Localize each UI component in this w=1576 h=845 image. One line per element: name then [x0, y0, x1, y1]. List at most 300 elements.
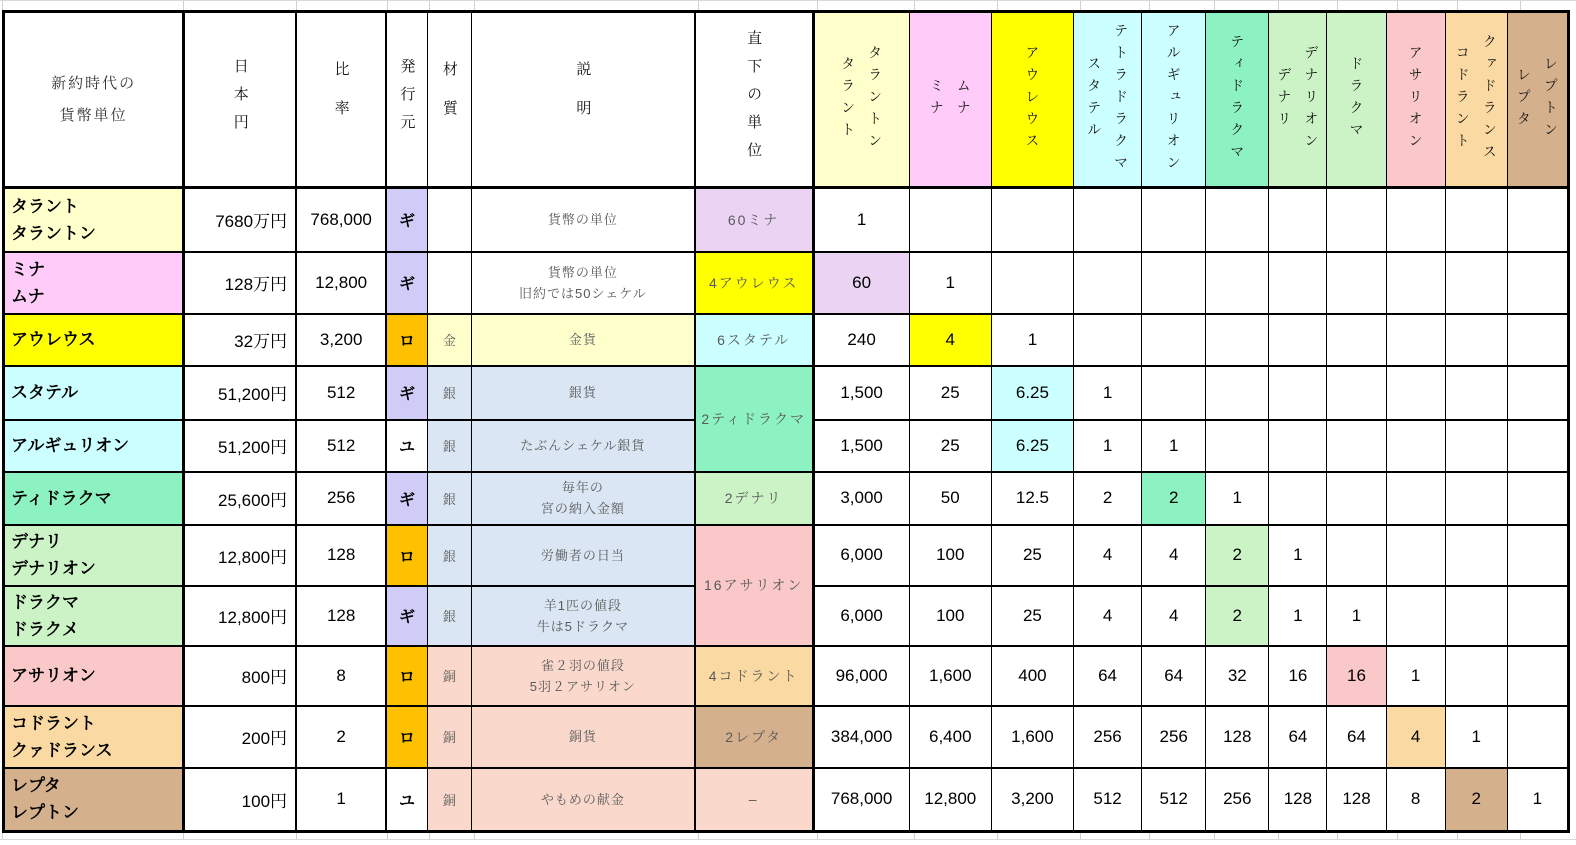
- header-issuer-label: 発行元: [398, 57, 416, 142]
- cell-value-quadrans[interactable]: 2: [1445, 768, 1507, 832]
- cell-yen[interactable]: 32万円: [184, 314, 296, 366]
- cell-value-mina[interactable]: 100: [909, 525, 991, 586]
- cell-value-denarius[interactable]: 16: [1269, 646, 1327, 706]
- cell-label[interactable]: [4, 252, 184, 314]
- cell-yen[interactable]: 800円: [184, 646, 296, 706]
- cell-issuer[interactable]: ギ: [386, 366, 427, 420]
- column-header-assarion[interactable]: [1386, 12, 1445, 188]
- cell-value-lepton[interactable]: 1: [1507, 768, 1568, 832]
- cell-value-assarion[interactable]: [1386, 472, 1445, 525]
- cell-value-denarius[interactable]: [1269, 314, 1327, 366]
- header-unit-column[interactable]: [4, 12, 184, 188]
- cell-value-lepton[interactable]: [1507, 188, 1568, 252]
- currency-name: ムナ: [11, 286, 45, 306]
- cell-value-drachma[interactable]: 16: [1327, 646, 1386, 706]
- cell-value-aureus[interactable]: 6.25: [991, 366, 1073, 420]
- cell-description[interactable]: [471, 252, 694, 314]
- cell-value-stater[interactable]: 1: [1074, 366, 1142, 420]
- cell-value-talent[interactable]: 768,000: [813, 768, 909, 832]
- cell-value-quadrans[interactable]: 1: [1445, 706, 1507, 768]
- gridline-tick: [474, 833, 475, 839]
- cell-value-aureus[interactable]: 12.5: [991, 472, 1073, 525]
- cell-label[interactable]: [4, 768, 184, 832]
- cell-value-stater[interactable]: [1074, 252, 1142, 314]
- cell-value-lepton[interactable]: [1507, 646, 1568, 706]
- cell-ratio[interactable]: 12,800: [296, 252, 386, 314]
- cell-value-denarius[interactable]: 1: [1269, 525, 1327, 586]
- cell-below-unit[interactable]: 4アウレウス: [695, 252, 813, 314]
- cell-value-mina[interactable]: 4: [909, 314, 991, 366]
- cell-value-aureus[interactable]: [991, 188, 1073, 252]
- header-yen[interactable]: [184, 12, 296, 188]
- cell-description[interactable]: [471, 586, 694, 646]
- column-header-mina[interactable]: [909, 12, 991, 188]
- gridline-tick: [2, 1, 3, 10]
- description-text: たぶんシェケル銀貨: [520, 438, 646, 453]
- gridline-tick: [997, 1, 998, 10]
- cell-value-talent[interactable]: 1,500: [813, 366, 909, 420]
- column-header-talent[interactable]: [813, 12, 909, 188]
- cell-value-drachma[interactable]: [1327, 366, 1386, 420]
- column-header-text: コドラント: [1454, 44, 1471, 155]
- cell-ratio[interactable]: 2: [296, 706, 386, 768]
- cell-value-assarion[interactable]: [1386, 525, 1445, 586]
- column-header-text: アウレウス: [1024, 44, 1041, 155]
- column-header-text: アルギュリオン: [1165, 22, 1182, 177]
- description-text: 羊1匹の値段: [543, 597, 622, 613]
- cell-value-quadrans[interactable]: [1445, 646, 1507, 706]
- cell-value-stater[interactable]: [1074, 314, 1142, 366]
- cell-value-denarius[interactable]: [1269, 252, 1327, 314]
- column-header-text: クァドランス: [1481, 33, 1498, 166]
- cell-value-stater[interactable]: 2: [1074, 472, 1142, 525]
- cell-value-lepton[interactable]: [1507, 420, 1568, 472]
- cell-value-argyrion[interactable]: [1142, 314, 1206, 366]
- column-header-denarius[interactable]: [1269, 12, 1327, 188]
- cell-yen[interactable]: 7680万円: [184, 188, 296, 252]
- cell-value-lepton[interactable]: [1507, 252, 1568, 314]
- header-row: [4, 12, 1569, 188]
- cell-issuer[interactable]: ユ: [386, 420, 427, 472]
- cell-material[interactable]: [427, 252, 471, 314]
- cell-description[interactable]: [471, 420, 694, 472]
- cell-value-denarius[interactable]: [1269, 420, 1327, 472]
- gridline-tick: [1149, 1, 1150, 10]
- cell-material[interactable]: 銀: [427, 420, 471, 472]
- cell-value-didrachma[interactable]: 32: [1206, 646, 1269, 706]
- cell-label[interactable]: [4, 472, 184, 525]
- cell-value-didrachma[interactable]: 2: [1206, 586, 1269, 646]
- cell-value-mina[interactable]: 1,600: [909, 646, 991, 706]
- description-text: 労働者の日当: [540, 547, 625, 563]
- cell-label[interactable]: [4, 706, 184, 768]
- cell-description[interactable]: [471, 768, 694, 832]
- cell-yen[interactable]: 12,800円: [184, 586, 296, 646]
- cell-yen[interactable]: 200円: [184, 706, 296, 768]
- cell-value-talent[interactable]: 240: [813, 314, 909, 366]
- column-header-drachma[interactable]: [1327, 12, 1386, 188]
- cell-value-mina[interactable]: 25: [909, 366, 991, 420]
- cell-below-unit[interactable]: 4コドラント: [695, 646, 813, 706]
- gridline-tick: [1214, 1, 1215, 10]
- cell-below-unit[interactable]: –: [695, 768, 813, 832]
- cell-value-quadrans[interactable]: [1445, 314, 1507, 366]
- cell-value-quadrans[interactable]: [1445, 188, 1507, 252]
- cell-yen[interactable]: 51,200円: [184, 366, 296, 420]
- cell-value-quadrans[interactable]: [1445, 586, 1507, 646]
- cell-value-drachma[interactable]: 1: [1327, 586, 1386, 646]
- cell-value-stater[interactable]: 512: [1074, 768, 1142, 832]
- cell-label[interactable]: [4, 646, 184, 706]
- cell-value-mina[interactable]: 50: [909, 472, 991, 525]
- cell-value-aureus[interactable]: 25: [991, 525, 1073, 586]
- cell-value-lepton[interactable]: [1507, 586, 1568, 646]
- header-ratio[interactable]: [296, 12, 386, 188]
- cell-label[interactable]: [4, 586, 184, 646]
- cell-value-argyrion[interactable]: [1142, 188, 1206, 252]
- column-header-lepton[interactable]: [1507, 12, 1568, 188]
- header-below-unit-label: 直下の単位: [745, 29, 763, 170]
- table-row-aureus: [4, 314, 1569, 366]
- cell-value-assarion[interactable]: [1386, 586, 1445, 646]
- description-text: 銅貨: [568, 729, 597, 744]
- gridline-tick: [817, 833, 818, 839]
- cell-below-unit[interactable]: 6スタテル: [695, 314, 813, 366]
- cell-value-argyrion[interactable]: [1142, 252, 1206, 314]
- gridline-tick: [183, 833, 184, 839]
- cell-ratio[interactable]: 512: [296, 366, 386, 420]
- cell-ratio[interactable]: 768,000: [296, 188, 386, 252]
- cell-yen[interactable]: 51,200円: [184, 420, 296, 472]
- cell-value-aureus[interactable]: 1,600: [991, 706, 1073, 768]
- cell-ratio[interactable]: 1: [296, 768, 386, 832]
- cell-description[interactable]: [471, 706, 694, 768]
- gridline-tick: [1278, 1, 1279, 10]
- gridline-tick: [183, 1, 184, 10]
- cell-value-didrachma[interactable]: 256: [1206, 768, 1269, 832]
- cell-value-assarion[interactable]: [1386, 366, 1445, 420]
- cell-value-stater[interactable]: 64: [1074, 646, 1142, 706]
- cell-value-denarius[interactable]: 64: [1269, 706, 1327, 768]
- cell-value-mina[interactable]: 12,800: [909, 768, 991, 832]
- currency-name: ミナ: [11, 259, 45, 279]
- cell-below-unit[interactable]: 2ティドラクマ: [695, 366, 813, 472]
- cell-material[interactable]: 銀: [427, 472, 471, 525]
- gridline-tick: [817, 1, 818, 10]
- cell-label[interactable]: [4, 314, 184, 366]
- cell-value-assarion[interactable]: 4: [1386, 706, 1445, 768]
- cell-material[interactable]: 銅: [427, 706, 471, 768]
- cell-value-talent[interactable]: 60: [813, 252, 909, 314]
- table-row-stater: [4, 366, 1569, 420]
- cell-issuer[interactable]: ロ: [386, 314, 427, 366]
- cell-value-mina[interactable]: 100: [909, 586, 991, 646]
- cell-ratio[interactable]: 8: [296, 646, 386, 706]
- table-row-assarion: [4, 646, 1569, 706]
- cell-value-drachma[interactable]: [1327, 188, 1386, 252]
- cell-value-talent[interactable]: 3,000: [813, 472, 909, 525]
- cell-value-denarius[interactable]: [1269, 366, 1327, 420]
- cell-description[interactable]: [471, 472, 694, 525]
- table-row-quadrans: [4, 706, 1569, 768]
- cell-material[interactable]: [427, 188, 471, 252]
- cell-issuer[interactable]: ロ: [386, 706, 427, 768]
- cell-value-quadrans[interactable]: [1445, 525, 1507, 586]
- cell-value-argyrion[interactable]: 512: [1142, 768, 1206, 832]
- gridline-tick: [2, 833, 3, 839]
- currency-name: スタテル: [11, 383, 79, 402]
- cell-value-stater[interactable]: [1074, 188, 1142, 252]
- cell-value-denarius[interactable]: [1269, 188, 1327, 252]
- cell-value-aureus[interactable]: 25: [991, 586, 1073, 646]
- cell-value-lepton[interactable]: [1507, 525, 1568, 586]
- cell-value-lepton[interactable]: [1507, 472, 1568, 525]
- cell-value-mina[interactable]: 1: [909, 252, 991, 314]
- cell-value-denarius[interactable]: 1: [1269, 586, 1327, 646]
- cell-yen[interactable]: 100円: [184, 768, 296, 832]
- currency-name: ドラクメ: [11, 619, 79, 639]
- cell-yen[interactable]: 128万円: [184, 252, 296, 314]
- header-unit-line2: 貨幣単位: [59, 106, 128, 124]
- header-yen-label: 日本円: [231, 57, 249, 142]
- header-description[interactable]: [471, 12, 694, 188]
- description-text: 金貨: [568, 332, 597, 347]
- cell-below-unit[interactable]: 60ミナ: [695, 188, 813, 252]
- column-header-text: タラントン: [867, 44, 884, 155]
- cell-value-talent[interactable]: 6,000: [813, 525, 909, 586]
- cell-value-didrachma[interactable]: [1206, 420, 1269, 472]
- cell-value-aureus[interactable]: 400: [991, 646, 1073, 706]
- gridline-tick: [914, 833, 915, 839]
- table-row-talent: [4, 188, 1569, 252]
- cell-value-didrachma[interactable]: 1: [1206, 472, 1269, 525]
- gridline-tick: [914, 1, 915, 10]
- cell-value-assarion[interactable]: [1386, 188, 1445, 252]
- column-header-quadrans[interactable]: [1445, 12, 1507, 188]
- cell-description[interactable]: [471, 646, 694, 706]
- cell-material[interactable]: 銀: [427, 366, 471, 420]
- table-row-lepton: [4, 768, 1569, 832]
- gridline-tick: [1149, 833, 1150, 839]
- cell-value-didrachma[interactable]: [1206, 366, 1269, 420]
- cell-value-drachma[interactable]: [1327, 252, 1386, 314]
- gridline-tick: [698, 1, 699, 10]
- column-header-text: ティドラクマ: [1229, 33, 1246, 166]
- cell-value-mina[interactable]: 6,400: [909, 706, 991, 768]
- column-header-text: ミナ: [928, 77, 945, 122]
- cell-value-quadrans[interactable]: [1445, 366, 1507, 420]
- gridline-tick: [1337, 833, 1338, 839]
- cell-below-unit[interactable]: 2レプタ: [695, 706, 813, 768]
- cell-below-unit[interactable]: 2デナリ: [695, 472, 813, 525]
- header-issuer[interactable]: [386, 12, 427, 188]
- column-header-text: スタテル: [1086, 55, 1103, 144]
- cell-value-talent[interactable]: 6,000: [813, 586, 909, 646]
- cell-value-stater[interactable]: 4: [1074, 525, 1142, 586]
- cell-value-quadrans[interactable]: [1445, 420, 1507, 472]
- cell-value-argyrion[interactable]: 2: [1142, 472, 1206, 525]
- cell-value-argyrion[interactable]: 1: [1142, 420, 1206, 472]
- cell-value-assarion[interactable]: [1386, 252, 1445, 314]
- spreadsheet-gridline-strip-top: [0, 0, 1576, 10]
- gridline-tick: [1080, 1, 1081, 10]
- gridline-tick: [387, 833, 388, 839]
- cell-description[interactable]: [471, 366, 694, 420]
- cell-value-drachma[interactable]: 128: [1327, 768, 1386, 832]
- description-text: 5羽２アサリオン: [529, 678, 636, 694]
- gridline-tick: [474, 1, 475, 10]
- gridline-tick: [296, 1, 297, 10]
- gridline-tick: [1520, 833, 1521, 839]
- column-header-text: ドラクマ: [1348, 55, 1365, 144]
- cell-value-lepton[interactable]: [1507, 366, 1568, 420]
- cell-value-didrachma[interactable]: 2: [1206, 525, 1269, 586]
- cell-value-quadrans[interactable]: [1445, 472, 1507, 525]
- cell-material[interactable]: 銀: [427, 586, 471, 646]
- gridline-tick: [1337, 1, 1338, 10]
- currency-name: ドラクマ: [11, 592, 79, 612]
- currency-name: デナリオン: [11, 559, 96, 578]
- description-text: 貨幣の単位: [547, 212, 618, 228]
- cell-description[interactable]: [471, 314, 694, 366]
- header-unit-line1: 新約時代の: [51, 74, 137, 92]
- cell-value-argyrion[interactable]: 256: [1142, 706, 1206, 768]
- cell-yen[interactable]: 12,800円: [184, 525, 296, 586]
- cell-value-stater[interactable]: 256: [1074, 706, 1142, 768]
- column-header-stater[interactable]: [1074, 12, 1142, 188]
- currency-name: レプトン: [11, 803, 79, 823]
- cell-value-aureus[interactable]: 1: [991, 314, 1073, 366]
- cell-value-mina[interactable]: [909, 188, 991, 252]
- cell-description[interactable]: [471, 525, 694, 586]
- gridline-tick: [1457, 833, 1458, 839]
- column-header-text: デナリオン: [1303, 44, 1320, 155]
- cell-value-drachma[interactable]: [1327, 472, 1386, 525]
- cell-issuer[interactable]: ギ: [386, 188, 427, 252]
- cell-value-drachma[interactable]: [1327, 314, 1386, 366]
- currency-name: デナリ: [11, 532, 62, 551]
- cell-value-drachma[interactable]: [1327, 420, 1386, 472]
- currency-name: ティドラクマ: [11, 488, 112, 508]
- cell-value-denarius[interactable]: [1269, 472, 1327, 525]
- gridline-tick: [698, 833, 699, 839]
- cell-value-assarion[interactable]: [1386, 420, 1445, 472]
- cell-issuer[interactable]: ロ: [386, 525, 427, 586]
- table-row-denarius: [4, 525, 1569, 586]
- cell-value-aureus[interactable]: 6.25: [991, 420, 1073, 472]
- description-text: やもめの献金: [540, 791, 625, 807]
- header-below-unit[interactable]: [695, 12, 813, 188]
- currency-name: クァドランス: [11, 740, 113, 760]
- gridline-tick: [387, 1, 388, 10]
- description-text: 牛は5ドラクマ: [536, 618, 629, 634]
- cell-ratio[interactable]: 512: [296, 420, 386, 472]
- cell-value-talent[interactable]: 1,500: [813, 420, 909, 472]
- currency-name: アサリオン: [11, 666, 96, 685]
- column-header-aureus[interactable]: [991, 12, 1073, 188]
- cell-value-argyrion[interactable]: 4: [1142, 586, 1206, 646]
- cell-description[interactable]: [471, 188, 694, 252]
- cell-value-mina[interactable]: 25: [909, 420, 991, 472]
- cell-issuer[interactable]: ギ: [386, 472, 427, 525]
- cell-value-stater[interactable]: 4: [1074, 586, 1142, 646]
- cell-value-lepton[interactable]: [1507, 314, 1568, 366]
- cell-label[interactable]: [4, 188, 184, 252]
- cell-value-argyrion[interactable]: 4: [1142, 525, 1206, 586]
- cell-value-didrachma[interactable]: [1206, 252, 1269, 314]
- cell-value-drachma[interactable]: 64: [1327, 706, 1386, 768]
- column-header-argyrion[interactable]: [1142, 12, 1206, 188]
- currency-name: アウレウス: [11, 330, 96, 349]
- currency-name: タラントン: [11, 223, 96, 243]
- cell-yen[interactable]: 25,600円: [184, 472, 296, 525]
- cell-material[interactable]: 銅: [427, 768, 471, 832]
- gridline-tick: [1397, 1, 1398, 10]
- cell-material[interactable]: 銅: [427, 646, 471, 706]
- cell-value-aureus[interactable]: [991, 252, 1073, 314]
- gridline-tick: [429, 833, 430, 839]
- cell-value-denarius[interactable]: 128: [1269, 768, 1327, 832]
- description-text: 宮の納入金額: [540, 501, 625, 516]
- cell-value-didrachma[interactable]: [1206, 314, 1269, 366]
- table-row-didrachma: [4, 472, 1569, 525]
- gridline-tick: [1214, 833, 1215, 839]
- cell-ratio[interactable]: 256: [296, 472, 386, 525]
- description-text: 毎年の: [561, 480, 604, 495]
- description-text: 旧約では50シェケル: [519, 285, 647, 301]
- cell-value-aureus[interactable]: 3,200: [991, 768, 1073, 832]
- description-text: 銀貨: [568, 385, 597, 400]
- cell-value-didrachma[interactable]: [1206, 188, 1269, 252]
- header-ratio-label: 比率: [332, 60, 350, 139]
- cell-issuer[interactable]: ギ: [386, 252, 427, 314]
- cell-value-argyrion[interactable]: [1142, 366, 1206, 420]
- cell-issuer[interactable]: ユ: [386, 768, 427, 832]
- cell-issuer[interactable]: ロ: [386, 646, 427, 706]
- cell-value-stater[interactable]: 1: [1074, 420, 1142, 472]
- cell-label[interactable]: [4, 525, 184, 586]
- cell-label[interactable]: [4, 366, 184, 420]
- cell-value-assarion[interactable]: 8: [1386, 768, 1445, 832]
- cell-material[interactable]: 金: [427, 314, 471, 366]
- gridline-tick: [997, 833, 998, 839]
- cell-value-assarion[interactable]: 1: [1386, 646, 1445, 706]
- column-header-text: レプトン: [1542, 55, 1559, 144]
- cell-value-argyrion[interactable]: 64: [1142, 646, 1206, 706]
- cell-ratio[interactable]: 3,200: [296, 314, 386, 366]
- cell-label[interactable]: [4, 420, 184, 472]
- currency-name: アルギュリオン: [11, 436, 130, 455]
- gridline-tick: [296, 833, 297, 839]
- column-header-didrachma[interactable]: [1206, 12, 1269, 188]
- cell-material[interactable]: 銀: [427, 525, 471, 586]
- cell-value-lepton[interactable]: [1507, 706, 1568, 768]
- header-material[interactable]: [427, 12, 471, 188]
- cell-value-didrachma[interactable]: 128: [1206, 706, 1269, 768]
- column-header-text: アサリオン: [1407, 44, 1424, 155]
- cell-value-drachma[interactable]: [1327, 525, 1386, 586]
- cell-value-quadrans[interactable]: [1445, 252, 1507, 314]
- cell-value-assarion[interactable]: [1386, 314, 1445, 366]
- cell-value-talent[interactable]: 384,000: [813, 706, 909, 768]
- cell-value-talent[interactable]: 1: [813, 188, 909, 252]
- cell-ratio[interactable]: 128: [296, 586, 386, 646]
- cell-ratio[interactable]: 128: [296, 525, 386, 586]
- gridline-tick: [429, 1, 430, 10]
- cell-value-talent[interactable]: 96,000: [813, 646, 909, 706]
- cell-below-unit[interactable]: 16アサリオン: [695, 525, 813, 646]
- cell-issuer[interactable]: ギ: [386, 586, 427, 646]
